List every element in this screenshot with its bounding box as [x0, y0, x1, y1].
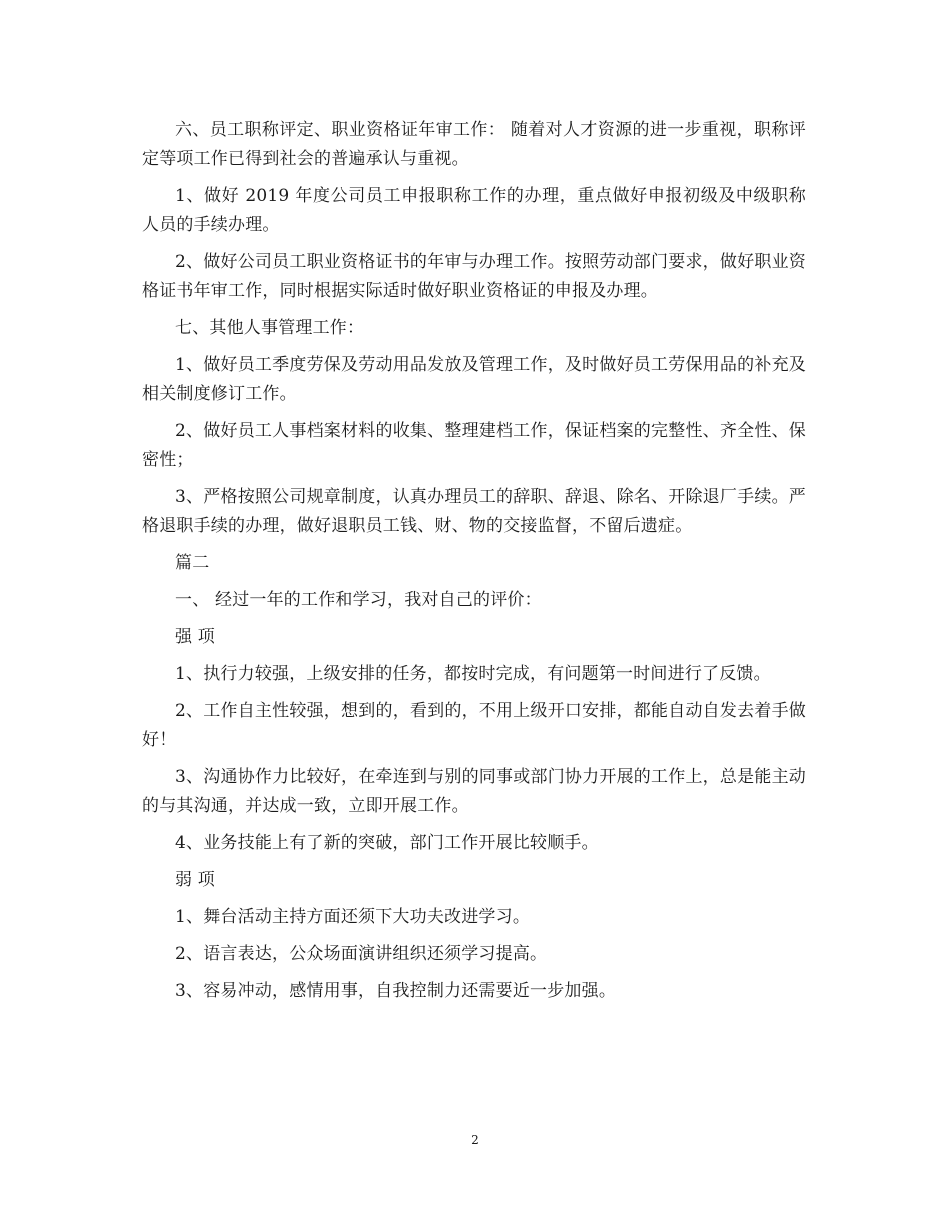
paragraph: 3、严格按照公司规章制度，认真办理员工的辞职、辞退、除名、开除退厂手续。严格退职手续的办理，做好退职员工钱、财、物的交接监督，不留后遗症。: [142, 487, 806, 536]
section-heading: 七、其他人事管理工作：: [175, 318, 365, 338]
paragraph: 2、做好员工人事档案材料的收集、整理建档工作，保证档案的完整性、齐全性、保密性；: [142, 421, 806, 470]
paragraph: 2、做好公司员工职业资格证书的年审与办理工作。按照劳动部门要求，做好职业资格证书年审工作，同时根据实际适时做好职业资格证的申报及办理。: [142, 252, 806, 301]
paragraph: 2、语言表达，公众场面演讲组织还须学习提高。: [175, 944, 548, 964]
subheading: 强 项: [175, 627, 216, 647]
paragraph: 六、员工职称评定、职业资格证年审工作： 随着对人才资源的进一步重视，职称评定等项工作已得到社会的普遍承认与重视。: [142, 120, 806, 169]
paragraph: 4、业务技能上有了新的突破，部门工作开展比较顺手。: [175, 833, 599, 853]
paragraph: 1、做好员工季度劳保及劳动用品发放及管理工作，及时做好员工劳保用品的补充及相关制度修订工作。: [142, 355, 806, 404]
section-heading: 一、 经过一年的工作和学习，我对自己的评价：: [175, 590, 542, 610]
paragraph: 2、工作自主性较强，想到的，看到的，不用上级开口安排，都能自动自发去着手做好！: [142, 701, 806, 750]
paragraph: 1、执行力较强，上级安排的任务，都按时完成，有问题第一时间进行了反馈。: [175, 664, 771, 684]
paragraph: 3、容易冲动，感情用事，自我控制力还需要近一步加强。: [175, 981, 617, 1001]
document-body: [142, 116, 806, 1014]
page-number: 2: [471, 1133, 479, 1147]
paragraph: 3、沟通协作力比较好，在牵连到与别的同事或部门协力开展的工作上，总是能主动的与其沟通，并达成一致，立即开展工作。: [142, 767, 806, 816]
paragraph: 1、舞台活动主持方面还须下大功夫改进学习。: [175, 907, 531, 927]
subheading: 弱 项: [175, 870, 216, 890]
section-heading: 篇二: [175, 553, 210, 573]
paragraph: 1、做好 2019 年度公司员工申报职称工作的办理，重点做好申报初级及中级职称人员的手续办理。: [142, 186, 806, 235]
